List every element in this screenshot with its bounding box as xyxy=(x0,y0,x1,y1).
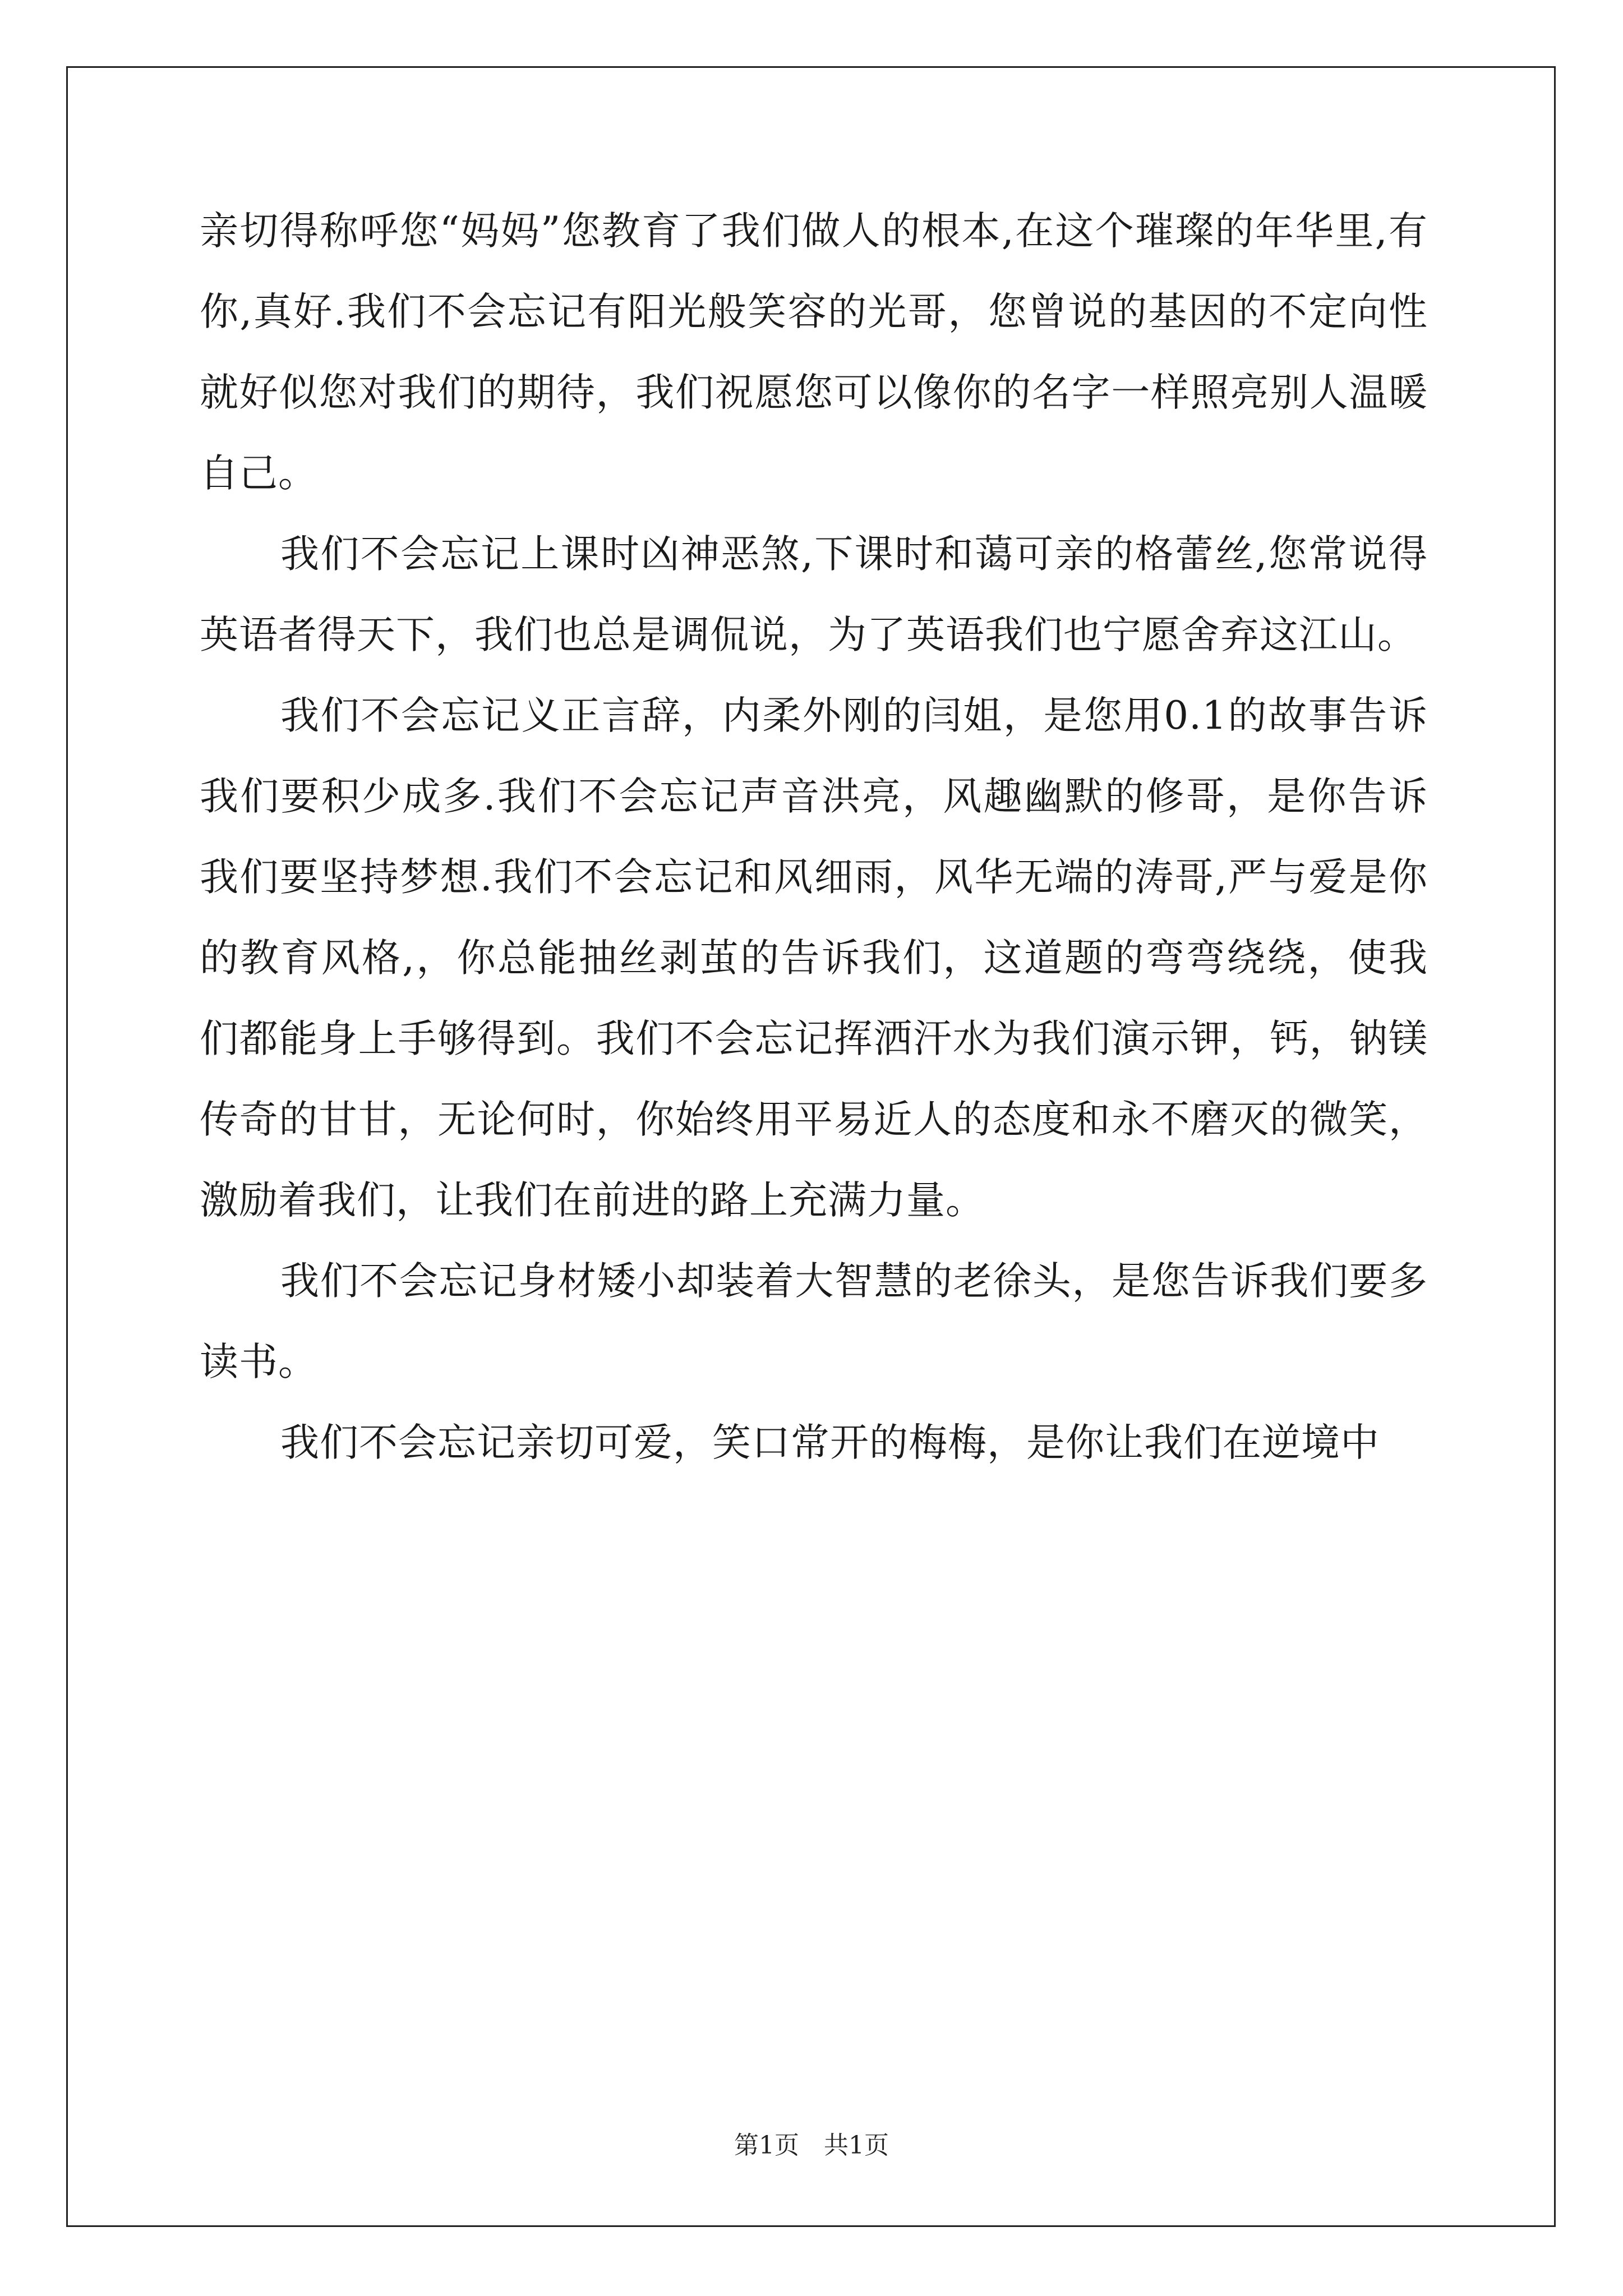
paragraph-2: 我们不会忘记上课时凶神恶煞,下课时和蔼可亲的格蕾丝,您常说得英语者得天下，我们也总是调侃说，为了英语我们也宁愿舍弃这江山。 xyxy=(200,532,1428,657)
page-footer: 第1页 共1页 xyxy=(734,2131,889,2160)
paragraph-4: 我们不会忘记身材矮小却装着大智慧的老徐头，是您告诉我们要多读书。 xyxy=(200,1259,1428,1384)
document-body xyxy=(200,191,1428,1483)
paragraph-1: 亲切得称呼您“妈妈”您教育了我们做人的根本,在这个璀璨的年华里,有你,真好.我们不会忘记有阳光般笑容的光哥，您曾说的基因的不定向性就好似您对我们的期待，我们祝愿您可以像你的名字一样照亮别人温暖自己。 xyxy=(200,209,1428,496)
paragraph-3: 我们不会忘记义正言辞，内柔外刚的闫姐，是您用0.1的故事告诉我们要积少成多.我们不会忘记声音洪亮，风趣幽默的修哥，是你告诉我们要坚持梦想.我们不会忘记和风细雨，风华无端的涛哥,严与爱是你的教育风格,，你总能抽丝剥茧的告诉我们，这道题的弯弯绕绕，使我们都能身上手够得到。我们不会忘记挥洒汗水为我们演示钾，钙，钠镁传奇的甘甘，无论何时，你始终用平易近人的态度和永不磨灭的微笑，激励着我们，让我们在前进的路上充满力量。 xyxy=(200,693,1428,1223)
paragraph-5: 我们不会忘记亲切可爱，笑口常开的梅梅，是你让我们在逆境中 xyxy=(280,1420,1380,1465)
